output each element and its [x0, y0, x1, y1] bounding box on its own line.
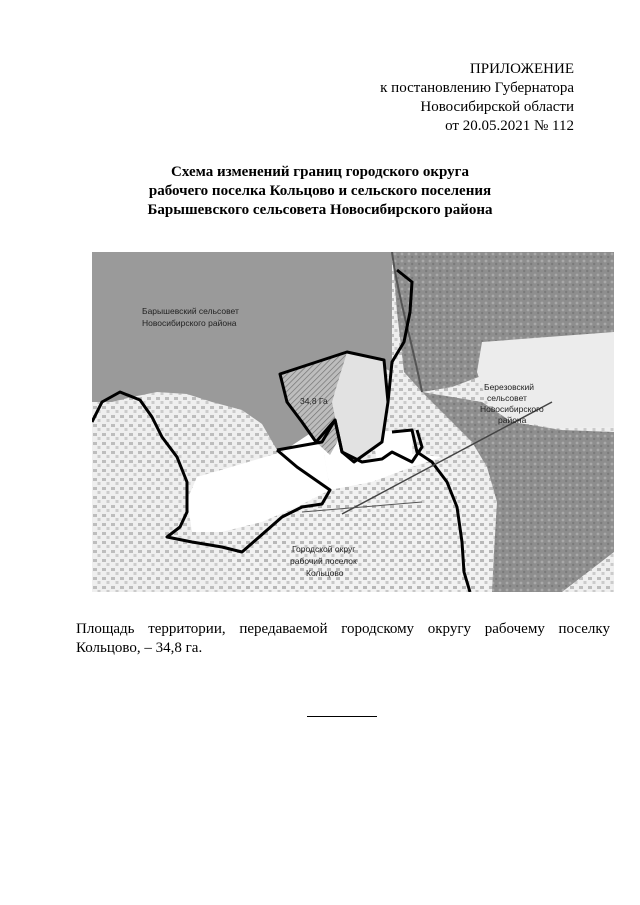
label-koltsovo-line-2: рабочий поселок — [290, 556, 357, 566]
closing-line — [307, 716, 377, 717]
label-koltsovo-line-1: Городской округ — [292, 544, 356, 554]
document-title — [0, 163, 640, 220]
label-barysh-line-1: Барышевский сельсовет — [142, 306, 239, 316]
label-berezov-line-2: сельсовет — [487, 393, 527, 403]
title-line-1: Схема изменений границ городского округа — [171, 164, 469, 180]
label-berezov-line-4: района — [498, 415, 527, 425]
appendix-region: Новосибирской области — [420, 99, 574, 115]
area-note-line-2: Кольцово, – 34,8 га. — [76, 640, 203, 656]
boundary-map — [92, 252, 614, 592]
label-berezov-line-1: Березовский — [484, 382, 534, 392]
title-line-2: рабочего поселка Кольцово и сельского поселения — [148, 183, 492, 199]
boundary-map-svg — [92, 252, 614, 592]
appendix-header — [380, 60, 574, 136]
area-note-line-1: Площадь территории, передаваемой городскому округу рабочему поселку — [76, 621, 610, 637]
label-koltsovo-line-3: Кольцово — [306, 568, 344, 578]
appendix-decree: к постановлению Губернатора — [380, 80, 574, 96]
appendix-date-number: от 20.05.2021 № 112 — [445, 118, 574, 134]
appendix-title: ПРИЛОЖЕНИЕ — [469, 61, 574, 77]
area-note — [76, 620, 610, 658]
title-line-3: Барышевского сельсовета Новосибирского района — [147, 202, 493, 218]
label-berezov-line-3: Новосибирского — [480, 404, 544, 414]
label-barysh-line-2: Новосибирского района — [142, 318, 237, 328]
label-transferred-area: 34,8 Га — [300, 396, 328, 406]
